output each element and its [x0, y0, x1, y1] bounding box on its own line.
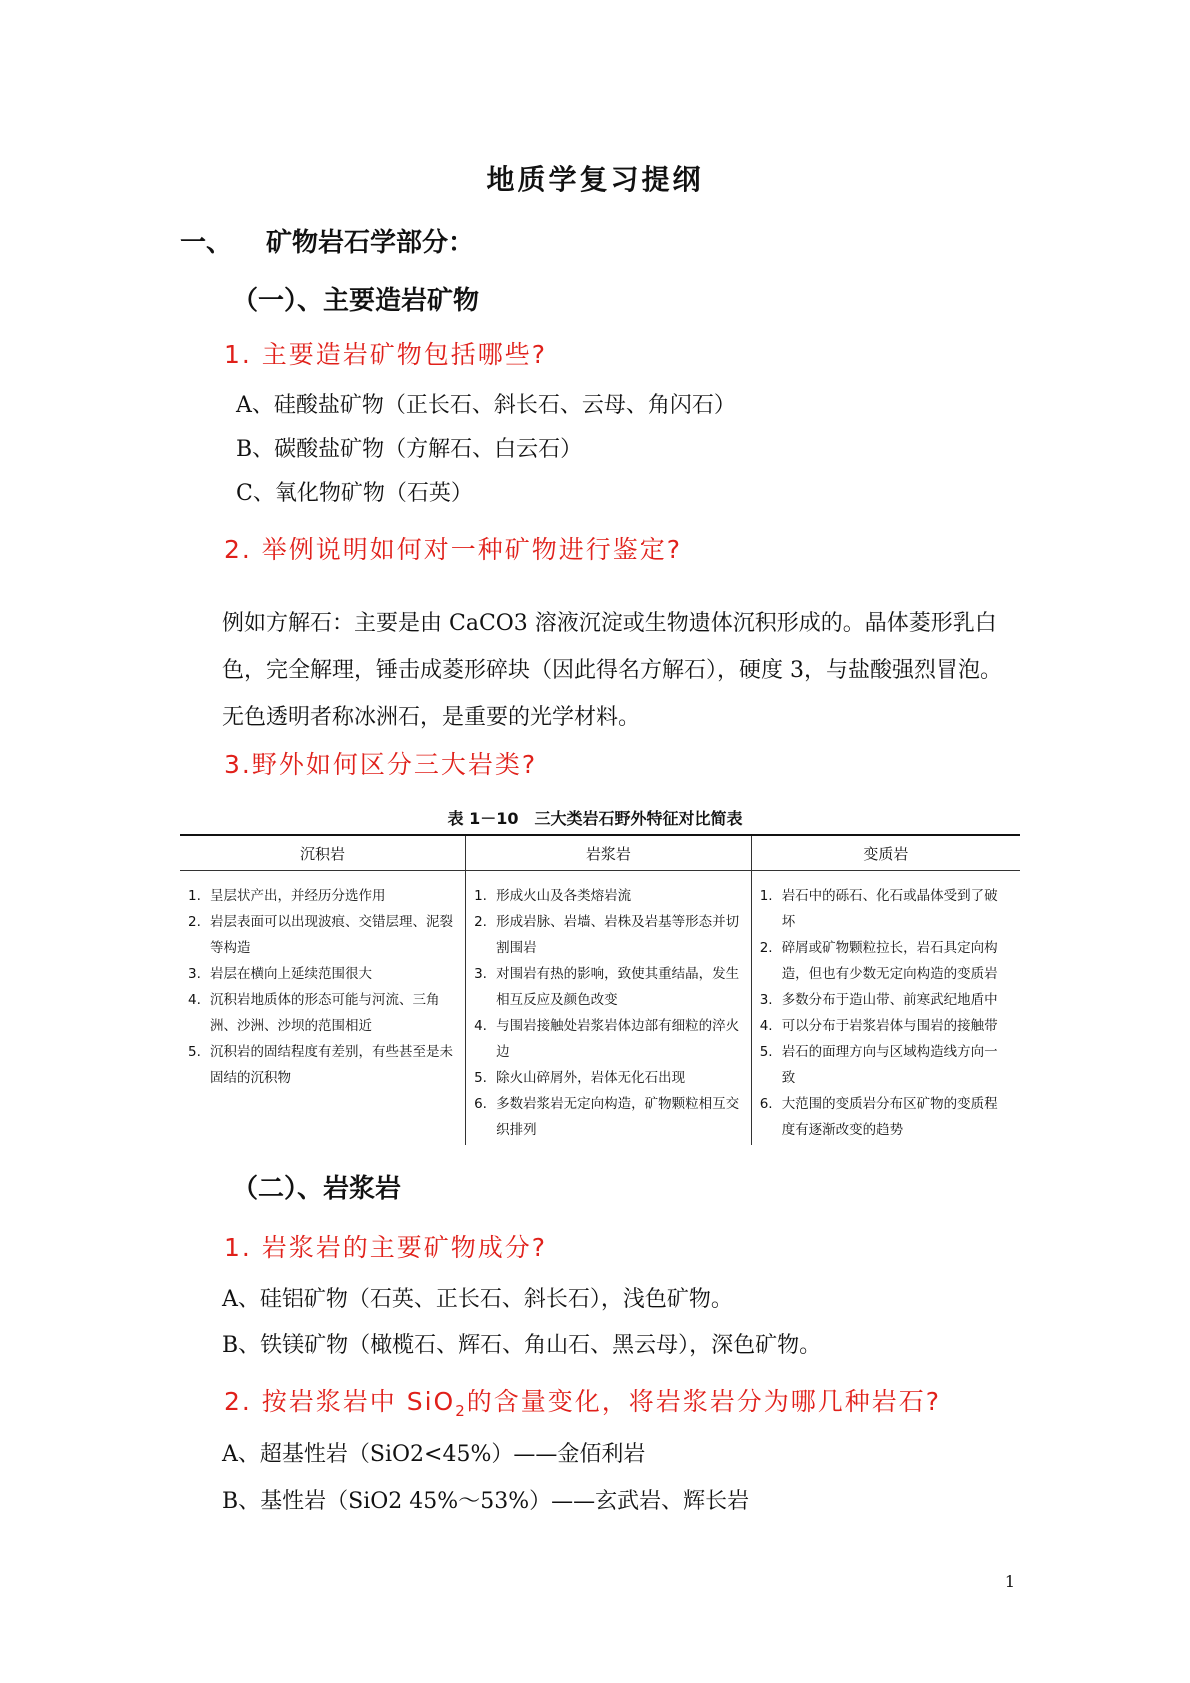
list-item: 1. 岩石中的砾石、化石或晶体受到了破坏 — [759, 888, 998, 930]
answer-item: B、碳酸盐矿物（方解石、白云石） — [236, 437, 583, 462]
list-item: 6. 多数岩浆岩无定向构造，矿物颗粒相互交织排列 — [474, 1096, 740, 1138]
column-header-igneous: 岩浆岩 — [466, 835, 752, 871]
list-item: 4. 与围岩接触处岩浆岩体边部有细粒的淬火边 — [474, 1018, 740, 1060]
answer-item: B、铁镁矿物（橄榄石、辉石、角山石、黑云母），深色矿物。 — [222, 1333, 822, 1358]
list-item: 2. 岩层表面可以出现波痕、交错层理、泥裂等构造 — [188, 914, 453, 956]
page-number: 1 — [1004, 1572, 1015, 1591]
question-4: 1. 岩浆岩的主要矿物成分? — [224, 1233, 548, 1262]
list-item: 1. 呈层状产出，并经历分选作用 — [188, 888, 386, 904]
table-caption: 表 1－10 三大类岩石野外特征对比简表 — [447, 809, 743, 828]
column-header-metamorphic: 变质岩 — [751, 835, 1020, 871]
list-item: 4. 沉积岩地质体的形态可能与河流、三角洲、沙洲、沙坝的范围相近 — [188, 992, 440, 1034]
answer-paragraph: 例如方解石：主要是由 CaCO3 溶液沉淀或生物遗体沉积形成的。晶体菱形乳白色，完全解理，锤击成菱形碎块（因此得名方解石），硬度 3，与盐酸强烈冒泡。无色透明者称冰洲石，是重要的光学材料。 — [222, 611, 1002, 730]
list-item: 3. 对围岩有热的影响，致使其重结晶，发生相互反应及颜色改变 — [474, 966, 740, 1008]
list-item: 3. 岩层在横向上延续范围很大 — [188, 966, 372, 982]
question-5: 2. 按岩浆岩中 SiO$_2$的含量变化，将岩浆岩分为哪几种岩石? — [224, 1387, 942, 1420]
answer-item: C、氧化物矿物（石英） — [236, 481, 473, 506]
subsection-heading-2: （二）、岩浆岩 — [232, 1174, 402, 1204]
answer-item: A、超基性岩（SiO2<45%）——金佰利岩 — [222, 1442, 646, 1467]
list-item: 6. 大范围的变质岩分布区矿物的变质程度有逐渐改变的趋势 — [759, 1096, 998, 1138]
page-title: 地质学复习提纲 — [486, 163, 704, 196]
section-heading-1 — [180, 222, 474, 259]
answer-item: A、硅铝矿物（石英、正长石、斜长石），浅色矿物。 — [222, 1287, 733, 1312]
list-item: 4. 可以分布于岩浆岩体与围岩的接触带 — [759, 1018, 998, 1034]
igneous-features — [466, 871, 752, 1146]
section-number: 一、 — [180, 228, 233, 258]
list-item: 5. 岩石的面理方向与区域构造线方向一致 — [759, 1044, 998, 1086]
list-item: 5. 沉积岩的固结程度有差别，有些甚至是未固结的沉积物 — [188, 1044, 453, 1086]
question-1: 1. 主要造岩矿物包括哪些? — [224, 340, 548, 369]
list-item: 2. 形成岩脉、岩墙、岩株及岩基等形态并切割围岩 — [474, 914, 740, 956]
list-item: 1. 形成火山及各类熔岩流 — [474, 888, 632, 904]
metamorphic-features — [751, 871, 1020, 1146]
column-header-sedimentary: 沉积岩 — [180, 835, 466, 871]
subsection-heading-1: （一）、主要造岩矿物 — [232, 286, 480, 316]
list-item: 5. 除火山碎屑外，岩体无化石出现 — [474, 1070, 686, 1086]
question-2: 2. 举例说明如何对一种矿物进行鉴定? — [224, 535, 683, 564]
question-3: 3.野外如何区分三大岩类? — [224, 750, 538, 779]
rock-comparison-table — [180, 834, 1020, 1145]
answer-item: B、基性岩（SiO2 45%～53%）——玄武岩、辉长岩 — [222, 1489, 750, 1514]
list-item: 3. 多数分布于造山带、前寒武纪地盾中 — [759, 992, 998, 1008]
sedimentary-features — [180, 871, 466, 1146]
list-item: 2. 碎屑或矿物颗粒拉长，岩石具定向构造，但也有少数无定向构造的变质岩 — [759, 940, 998, 982]
answer-item: A、硅酸盐矿物（正长石、斜长石、云母、角闪石） — [236, 393, 736, 418]
section-label: 矿物岩石学部分： — [266, 228, 475, 258]
